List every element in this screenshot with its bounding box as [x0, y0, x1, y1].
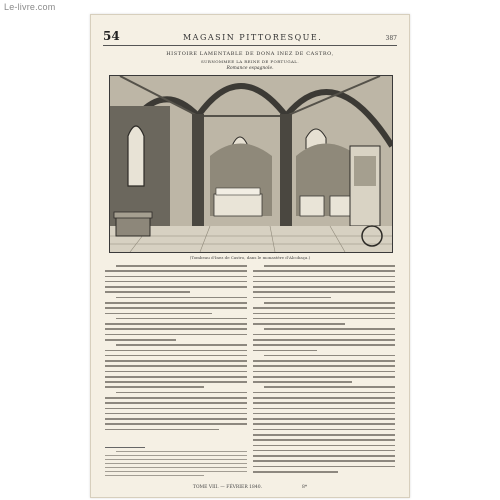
text-line: [253, 313, 395, 315]
text-line: [105, 339, 176, 341]
text-line: [105, 276, 247, 278]
footnote-line: [116, 451, 247, 452]
page-footer: [105, 485, 395, 490]
text-line: [253, 439, 395, 441]
text-line: [105, 365, 247, 367]
text-line: [116, 297, 247, 299]
text-line: [253, 323, 345, 325]
footnote-line: [105, 467, 247, 468]
text-line: [264, 302, 395, 304]
text-line: [253, 460, 395, 462]
text-line: [253, 270, 395, 272]
text-line: [105, 313, 212, 315]
text-line: [253, 334, 395, 336]
text-line: [253, 376, 395, 378]
page-number: 54: [103, 29, 120, 43]
text-line: [253, 344, 395, 346]
text-line: [253, 339, 395, 341]
text-line: [105, 270, 247, 272]
text-line: [105, 291, 190, 293]
text-line: [253, 291, 395, 293]
footnote-line: [105, 471, 247, 472]
page: [90, 14, 410, 498]
page-reference: 387: [385, 35, 397, 42]
text-line: [253, 471, 338, 473]
text-line: [105, 429, 219, 431]
text-line: [253, 286, 395, 288]
text-line: [105, 376, 247, 378]
footnote: [105, 451, 247, 479]
text-line: [253, 397, 395, 399]
text-line: [264, 355, 395, 357]
text-line: [105, 334, 247, 336]
footer-signature: 8*: [302, 485, 308, 490]
text-line: [264, 265, 395, 267]
text-line: [105, 423, 247, 425]
text-line: [105, 397, 247, 399]
article-subheading: Romance espagnole.: [226, 66, 274, 71]
text-line: [116, 318, 247, 320]
article-subtitle: SURNOMMEE LA REINE DE PORTUGAL.: [201, 59, 299, 64]
text-line: [253, 429, 395, 431]
text-line: [253, 445, 395, 447]
engraving-drawing: [110, 76, 392, 252]
text-line: [105, 418, 247, 420]
text-line: [253, 307, 395, 309]
text-line: [105, 281, 247, 283]
text-column-right: [253, 265, 395, 476]
article-titles: [111, 51, 389, 71]
footnote-line: [105, 455, 247, 456]
text-line: [253, 381, 352, 383]
text-line: [105, 328, 247, 330]
text-line: [116, 265, 247, 267]
text-line: [253, 434, 395, 436]
footnote-line: [105, 463, 247, 464]
text-line: [253, 402, 395, 404]
text-line: [116, 392, 247, 394]
text-line: [105, 381, 247, 383]
text-line: [253, 360, 395, 362]
footnote-line: [105, 475, 204, 476]
text-line: [105, 307, 247, 309]
text-line: [253, 408, 395, 410]
text-line: [105, 386, 204, 388]
footnote-line: [105, 459, 247, 460]
text-line: [253, 350, 317, 352]
text-line: [105, 371, 247, 373]
text-line: [253, 455, 395, 457]
text-line: [105, 408, 247, 410]
text-line: [253, 423, 395, 425]
text-line: [105, 302, 247, 304]
text-line: [264, 386, 395, 388]
footnote-rule: [105, 447, 145, 448]
text-line: [253, 418, 395, 420]
tomb-engraving: [109, 75, 393, 253]
text-line: [105, 402, 247, 404]
text-line: [253, 297, 331, 299]
text-line: [253, 466, 395, 468]
text-column-left: [105, 265, 247, 434]
article-title: HISTOIRE LAMENTABLE DE DONA INEZ DE CASTRO,: [166, 51, 334, 57]
illustration-caption: (Tombeau d'Inez de Castro, dans le monastère d'Alcobaça.): [189, 255, 311, 260]
page-header: [103, 29, 397, 46]
text-line: [253, 413, 395, 415]
magazine-title: MAGASIN PITTORESQUE.: [182, 33, 323, 42]
text-line: [253, 318, 395, 320]
text-line: [105, 360, 247, 362]
text-line: [105, 413, 247, 415]
text-line: [253, 365, 395, 367]
text-line: [105, 350, 247, 352]
text-line: [116, 344, 247, 346]
text-line: [253, 371, 395, 373]
watermark: Le-livre.com: [4, 2, 56, 12]
text-line: [105, 355, 247, 357]
text-line: [264, 328, 395, 330]
text-line: [253, 276, 395, 278]
text-line: [253, 281, 395, 283]
text-line: [105, 323, 247, 325]
text-line: [253, 392, 395, 394]
text-line: [105, 286, 247, 288]
text-line: [253, 450, 395, 452]
footer-volume: TOME VIII. — FÉVRIER 1840.: [192, 485, 263, 490]
